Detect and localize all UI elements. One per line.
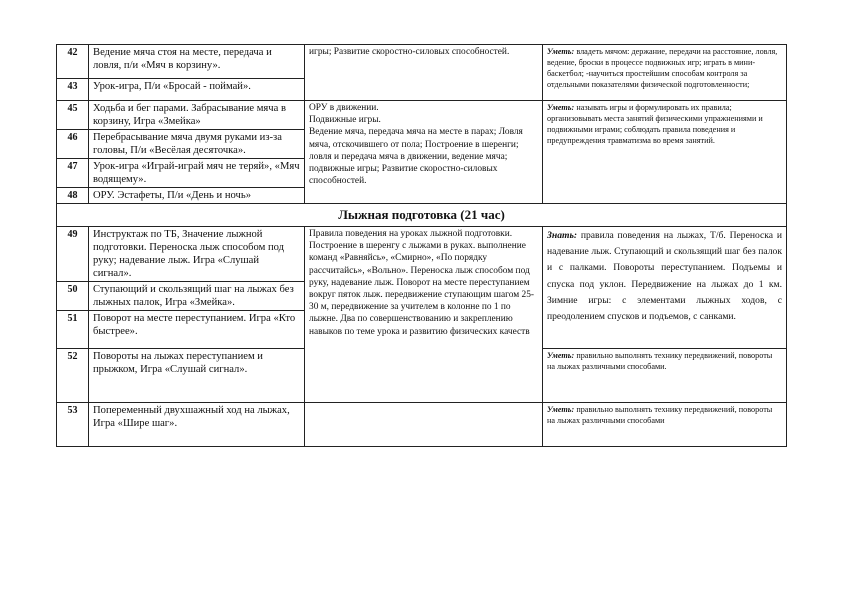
skills-cell xyxy=(543,45,787,101)
lesson-topic: Попеременный двухшажный ход на лыжах, Игра «Шире шаг». xyxy=(89,403,305,447)
lesson-content: ОРУ в движении. Подвижные игры. Ведение мяча, передача мяча на месте в парах; Ловля мяча, отскочившего от пола; Построение в шеренги; ловля и передача мяча в движении, ведение мяча; подвижные игры; Развитие скоростно-силовых способностей. xyxy=(305,101,543,204)
section-title: Лыжная подготовка (21 час) xyxy=(57,204,787,227)
skills-cell xyxy=(543,101,787,204)
lesson-number: 46 xyxy=(57,130,89,159)
lesson-number: 48 xyxy=(57,188,89,204)
skills-keyword: Уметь: xyxy=(547,103,575,112)
lesson-number: 51 xyxy=(57,311,89,349)
lesson-topic: Ведение мяча стоя на месте, передача и ловля, п/и «Мяч в корзину». xyxy=(89,45,305,79)
lesson-topic: Инструктаж по ТБ, Значение лыжной подготовки. Переноска лыж способом под руку; надевание лыж. Игра «Слушай сигнал». xyxy=(89,227,305,282)
table-row xyxy=(57,101,787,130)
lesson-topic: ОРУ. Эстафеты, П/и «День и ночь» xyxy=(89,188,305,204)
skills-cell xyxy=(543,403,787,447)
lesson-number: 49 xyxy=(57,227,89,282)
skills-keyword: Уметь: xyxy=(547,47,575,56)
lesson-number: 52 xyxy=(57,349,89,403)
lesson-number: 42 xyxy=(57,45,89,79)
section-row xyxy=(57,204,787,227)
lesson-topic: Поворот на месте переступанием. Игра «Кто быстрее». xyxy=(89,311,305,349)
lesson-number: 45 xyxy=(57,101,89,130)
lesson-content: игры; Развитие скоростно-силовых способностей. xyxy=(305,45,543,101)
lesson-topic: Урок-игра, П/и «Бросай - поймай». xyxy=(89,79,305,101)
skills-text: называть игры и формулировать их правила; организовывать места занятий физическими упражнениями и подвижными играми; соблюдать правила поведения и предупреждения травматизма во время занятий. xyxy=(547,103,763,145)
lesson-topic: Урок-игра «Играй-играй мяч не теряй», «Мяч водящему». xyxy=(89,159,305,188)
lesson-topic: Ходьба и бег парами. Забрасывание мяча в корзину, Игра «Змейка» xyxy=(89,101,305,130)
skills-text: правильно выполнять технику передвижений, повороты на лыжах различными способами. xyxy=(547,351,773,371)
lesson-topic: Ступающий и скользящий шаг на лыжах без лыжных палок, Игра «Змейка». xyxy=(89,282,305,311)
lesson-number: 43 xyxy=(57,79,89,101)
lesson-number: 47 xyxy=(57,159,89,188)
lesson-topic: Перебрасывание мяча двумя руками из-за головы, П/и «Весёлая десяточка». xyxy=(89,130,305,159)
skills-keyword: Знать: xyxy=(547,230,578,241)
lesson-content-empty xyxy=(305,403,543,447)
table-row xyxy=(57,45,787,79)
table-row xyxy=(57,227,787,282)
lesson-number: 53 xyxy=(57,403,89,447)
skills-text: правила поведения на лыжах, Т/б. Переноска и надевание лыж. Ступающий и скользящий шаг без палок и с палками. Повороты переступанием. Подъемы и спуска под уклон. Передвижение на лыжах до 1 км. Зимние игры: с элементами лыжных ходов, с преодолением спусков и подъемов, с санками. xyxy=(547,230,782,323)
skills-keyword: Уметь: xyxy=(547,351,575,360)
skills-keyword: Уметь: xyxy=(547,405,575,414)
lesson-content: Правила поведения на уроках лыжной подготовки. Построение в шеренгу с лыжами в руках. выполнение команд «Равняйсь», «Смирно», «По порядку рассчитайсь», «Вольно». Переноска лыж способом под руку, надевание лыж. Поворот на месте переступанием вокруг пяток лыж. передвижение ступающим шагом 25-30 м, передвижение за учителем в колонне по 1 по лыжне. Два по совершенствованию и закреплению навыков по теме урока и развитию физических качеств xyxy=(305,227,543,403)
lesson-number: 50 xyxy=(57,282,89,311)
lesson-plan-table xyxy=(56,44,787,447)
table-row xyxy=(57,403,787,447)
skills-text: владеть мячом: держание, передачи на расстояние, ловля, ведение, броски в процессе подвижных игр; играть в мини-баскетбол; -научиться простейшим способам контроля за отдельными показателями физической подготовленности; xyxy=(547,47,778,89)
skills-cell xyxy=(543,349,787,403)
skills-text: правильно выполнять технику передвижений, повороты на лыжах различными способами xyxy=(547,405,773,425)
skills-cell xyxy=(543,227,787,349)
lesson-topic: Повороты на лыжах переступанием и прыжком, Игра «Слушай сигнал». xyxy=(89,349,305,403)
